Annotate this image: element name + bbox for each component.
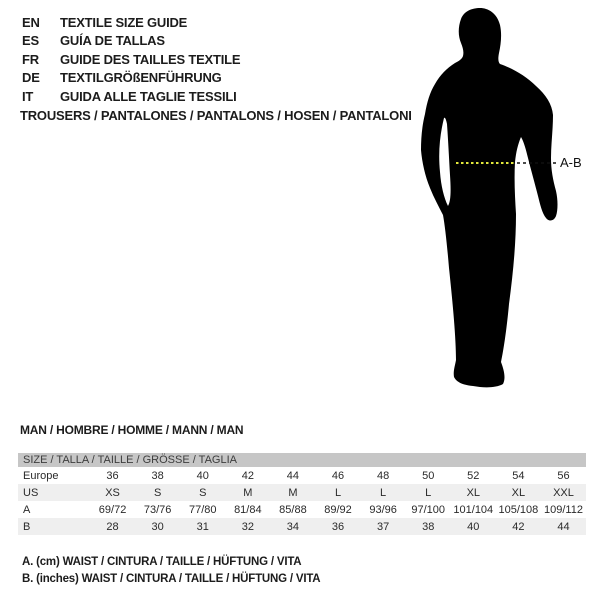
table-row (18, 484, 586, 501)
language-code: EN (22, 14, 40, 30)
row-label: B (23, 520, 31, 533)
table-cell: 38 (151, 469, 164, 482)
table-cell: 48 (376, 469, 390, 482)
table-cell: M (243, 486, 253, 499)
table-cell: L (334, 486, 342, 499)
row-label: US (23, 486, 39, 499)
table-row (18, 518, 586, 535)
language-row (22, 50, 240, 69)
language-label: TEXTILE SIZE GUIDE (60, 14, 188, 30)
table-cell: S (153, 486, 162, 499)
table-cell: 44 (557, 520, 570, 533)
language-row (22, 87, 240, 106)
table-cell: 40 (196, 469, 209, 482)
table-cell: 81/84 (234, 503, 262, 516)
table-row (18, 467, 586, 484)
size-table-body (18, 467, 586, 535)
table-cell: 36 (106, 469, 119, 482)
measure-notes (22, 554, 320, 588)
table-cell: 34 (286, 520, 300, 533)
language-row (22, 32, 240, 51)
table-cell: 69/72 (98, 503, 127, 516)
measure-label: A-B (560, 155, 582, 170)
table-cell: 85/88 (279, 503, 307, 516)
table-cell: 93/96 (369, 503, 397, 516)
language-row (22, 13, 240, 32)
table-cell: 97/100 (411, 503, 446, 516)
table-cell: XL (511, 486, 526, 499)
table-cell: 38 (422, 520, 435, 533)
table-cell: S (199, 486, 207, 499)
language-list (22, 13, 240, 106)
table-cell: 73/76 (143, 503, 172, 516)
table-cell: 101/104 (453, 503, 494, 516)
table-cell: XS (105, 486, 120, 499)
table-cell: 42 (512, 520, 525, 533)
table-cell: 77/80 (188, 503, 217, 516)
row-label: A (23, 503, 31, 516)
garment-title: TROUSERS / PANTALONES / PANTALONS / HOSEN / PANTALONI (20, 108, 412, 123)
table-cell: L (425, 486, 432, 499)
table-cell: 56 (557, 469, 570, 482)
measure-note-line: B. (inches) WAIST / CINTURA / TAILLE / HÜFTUNG / VITA (22, 573, 321, 585)
man-silhouette-svg (400, 0, 600, 400)
language-label: TEXTILGRÖßENFÜHRUNG (60, 70, 222, 86)
table-cell: 42 (241, 469, 254, 482)
table-cell: 89/92 (324, 503, 352, 516)
language-label: GUÍA DE TALLAS (60, 33, 165, 49)
table-cell: M (288, 486, 298, 499)
language-code: FR (22, 51, 39, 67)
table-cell: 40 (467, 520, 480, 533)
table-cell: 50 (422, 469, 435, 482)
size-table (18, 453, 586, 535)
table-cell: 30 (151, 520, 164, 533)
table-section-title: MAN / HOMBRE / HOMME / MANN / MAN (20, 423, 244, 437)
table-cell: 46 (331, 469, 345, 482)
table-cell: 31 (196, 520, 209, 533)
man-silhouette (421, 8, 558, 387)
table-cell: 44 (286, 469, 300, 482)
language-row (22, 69, 240, 88)
table-cell: XXL (553, 486, 574, 499)
size-table-header: SIZE / TALLA / TAILLE / GRÖSSE / TAGLIA (18, 453, 586, 467)
table-cell: 32 (241, 520, 254, 533)
language-label: GUIDE DES TAILLES TEXTILE (60, 51, 241, 67)
language-code: ES (22, 33, 39, 49)
table-row (18, 501, 586, 518)
table-cell: 28 (106, 520, 119, 533)
measure-note-line: A. (cm) WAIST / CINTURA / TAILLE / HÜFTUNG / VITA (22, 556, 302, 568)
table-cell: XL (466, 486, 481, 499)
language-code: DE (22, 70, 40, 86)
language-code: IT (22, 88, 34, 104)
man-silhouette-figure (400, 0, 600, 400)
table-cell: 109/112 (544, 503, 583, 516)
table-cell: L (380, 486, 387, 499)
table-cell: 54 (512, 469, 525, 482)
table-cell: 37 (376, 520, 390, 533)
language-label: GUIDA ALLE TAGLIE TESSILI (60, 88, 237, 104)
table-cell: 36 (331, 520, 345, 533)
table-cell: 52 (467, 469, 480, 482)
table-cell: 105/108 (498, 503, 539, 516)
row-label: Europe (23, 469, 59, 482)
